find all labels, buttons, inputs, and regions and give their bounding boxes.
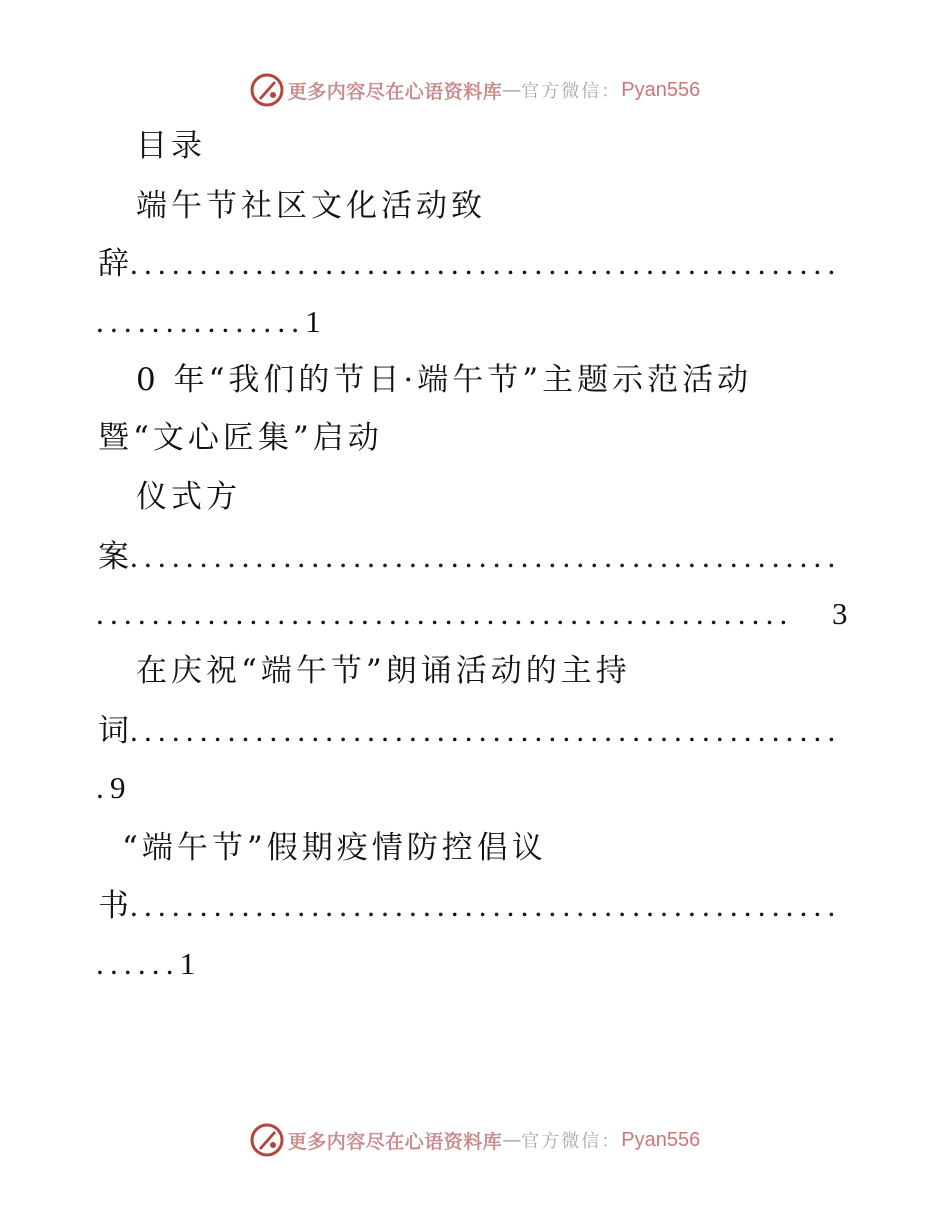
- footer-banner: [0, 1120, 950, 1160]
- toc-heading: 目录: [136, 128, 206, 164]
- toc-entry-title-cont[interactable]: 暨“文心匠集”启动: [98, 420, 383, 456]
- toc-entry-title[interactable]: “端午节”假期疫情防控倡议: [122, 830, 547, 866]
- toc-entry-line2: [96, 768, 125, 808]
- toc-leader-dots: ..................................................: [96, 596, 794, 631]
- toc-leader-dots: ...................................................: [130, 539, 842, 574]
- toc-entry-lead: 词: [98, 713, 133, 749]
- banner-wechat-label: 官方微信：: [521, 81, 622, 102]
- banner-dash: —: [502, 1129, 522, 1151]
- toc-leader-dots: ...................................................: [130, 888, 842, 923]
- toc-leader-dots: ......: [96, 946, 180, 981]
- banner-title: 更多内容尽在心语资料库: [287, 80, 503, 103]
- toc-page-number: 3: [832, 596, 848, 631]
- toc-page-number: 9: [109, 770, 126, 805]
- toc-entry-title-cont[interactable]: 仪式方: [136, 479, 241, 515]
- banner-wechat-id: Pyan556: [621, 1128, 701, 1151]
- toc-leader-dots: .: [96, 770, 110, 805]
- banner-wechat-id: Pyan556: [621, 78, 701, 101]
- toc-leader-dots: ...................................................: [130, 246, 842, 281]
- toc-entry-line2: [96, 944, 195, 984]
- quill-logo-icon: [250, 1123, 284, 1157]
- banner-title: 更多内容尽在心语资料库: [287, 1130, 503, 1153]
- toc-entry-line2: [96, 594, 948, 634]
- toc-leader-dots: ...................................................: [130, 713, 842, 748]
- toc-entry-lead: 书: [98, 888, 133, 924]
- toc-entry-title[interactable]: 0 年“我们的节日·端午节”主题示范活动: [136, 362, 753, 398]
- banner-wechat-label: 官方微信：: [521, 1131, 622, 1152]
- banner-dash: —: [502, 79, 522, 101]
- toc-entry-lead: 辞: [98, 246, 133, 282]
- toc-page-number: 1: [305, 304, 321, 339]
- toc-page-number: 1: [179, 946, 196, 981]
- toc-entry-line2: [96, 302, 321, 342]
- toc-leader-dots: ...............: [96, 304, 306, 339]
- toc-entry-title[interactable]: 在庆祝“端午节”朗诵活动的主持: [136, 653, 631, 689]
- toc-entry-title[interactable]: 端午节社区文化活动致: [136, 188, 486, 224]
- toc-entry-lead: 案: [98, 539, 133, 575]
